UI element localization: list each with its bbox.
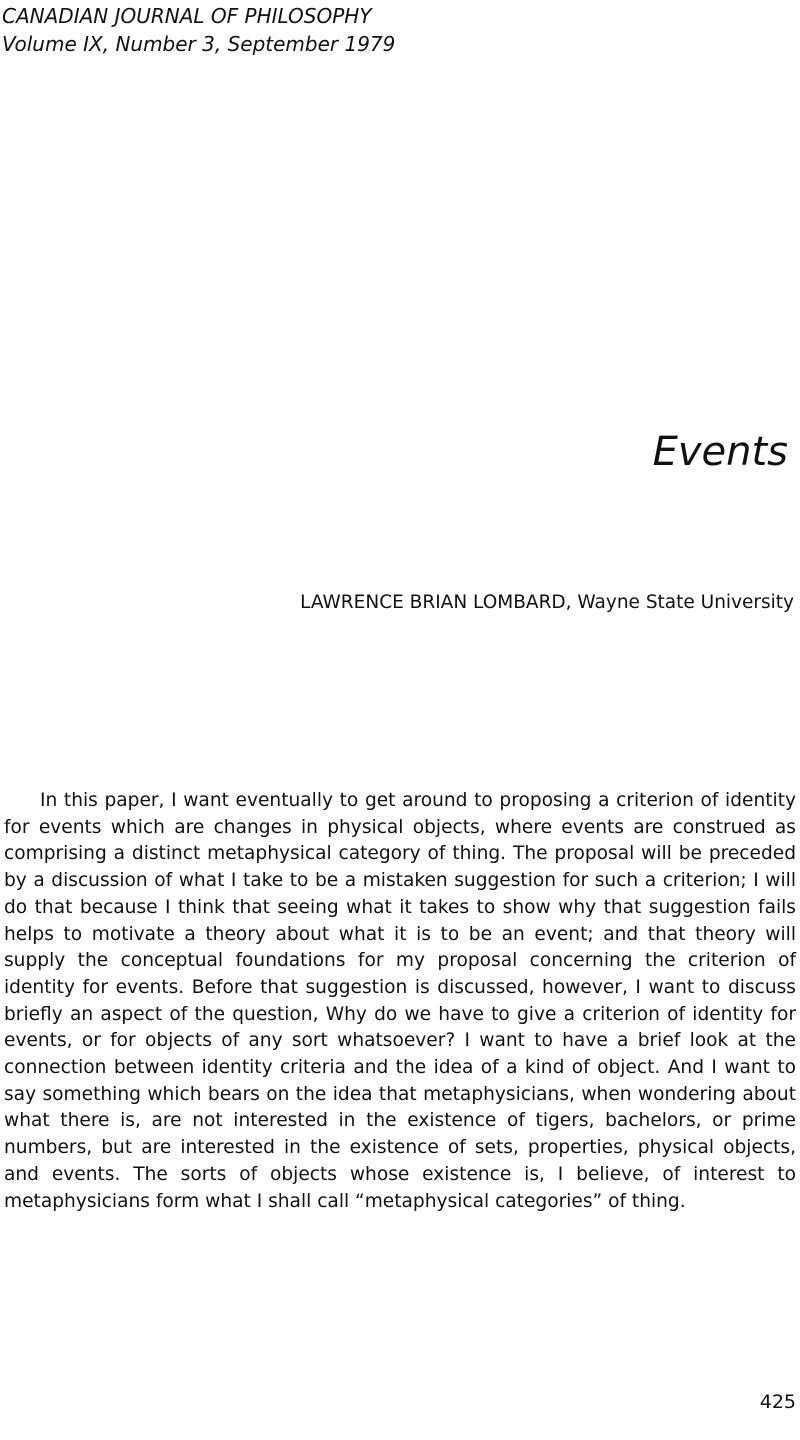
body-paragraph: In this paper, I want eventually to get around to proposing a criterion of identity for events which are changes in physical objects, where events are construed as comprising a distinct metaphysical category of thing. The proposal will be preceded by a discussion of what I take to be a mistaken suggestion for such a criterion; I will do that because I think that seeing what it takes to show why that suggestion fails helps to motivate a theory about what it is to be an event; and that theory will supply the conceptual foundations for my proposal concerning the criterion of identity for events. Before that suggestion is discussed, however, I want to discuss briefly an aspect of the question, Why do we have to give a criterion of identity for events, or for objects of any sort whatsoever? I want to have a brief look at the connection between identity criteria and the idea of a kind of object. And I want to say something which bears on the idea that metaphysicians, when wondering about what there is, are not interested in the existence of tigers, bachelors, or prime numbers, but are interested in the existence of sets, properties, physical objects, and events. The sorts of objects whose existence is, I believe, of interest to metaphysicians form what I shall call “metaphysical categories” of thing. — [4, 790, 796, 1212]
page-number: 425 — [759, 1391, 796, 1413]
article-title: Events — [652, 429, 788, 475]
journal-name: CANADIAN JOURNAL OF PHILOSOPHY — [2, 4, 372, 28]
author-line: LAWRENCE BRIAN LOMBARD, Wayne State University — [300, 592, 794, 613]
journal-header — [2, 2, 395, 58]
journal-issue: Volume IX, Number 3, September 1979 — [2, 32, 396, 56]
